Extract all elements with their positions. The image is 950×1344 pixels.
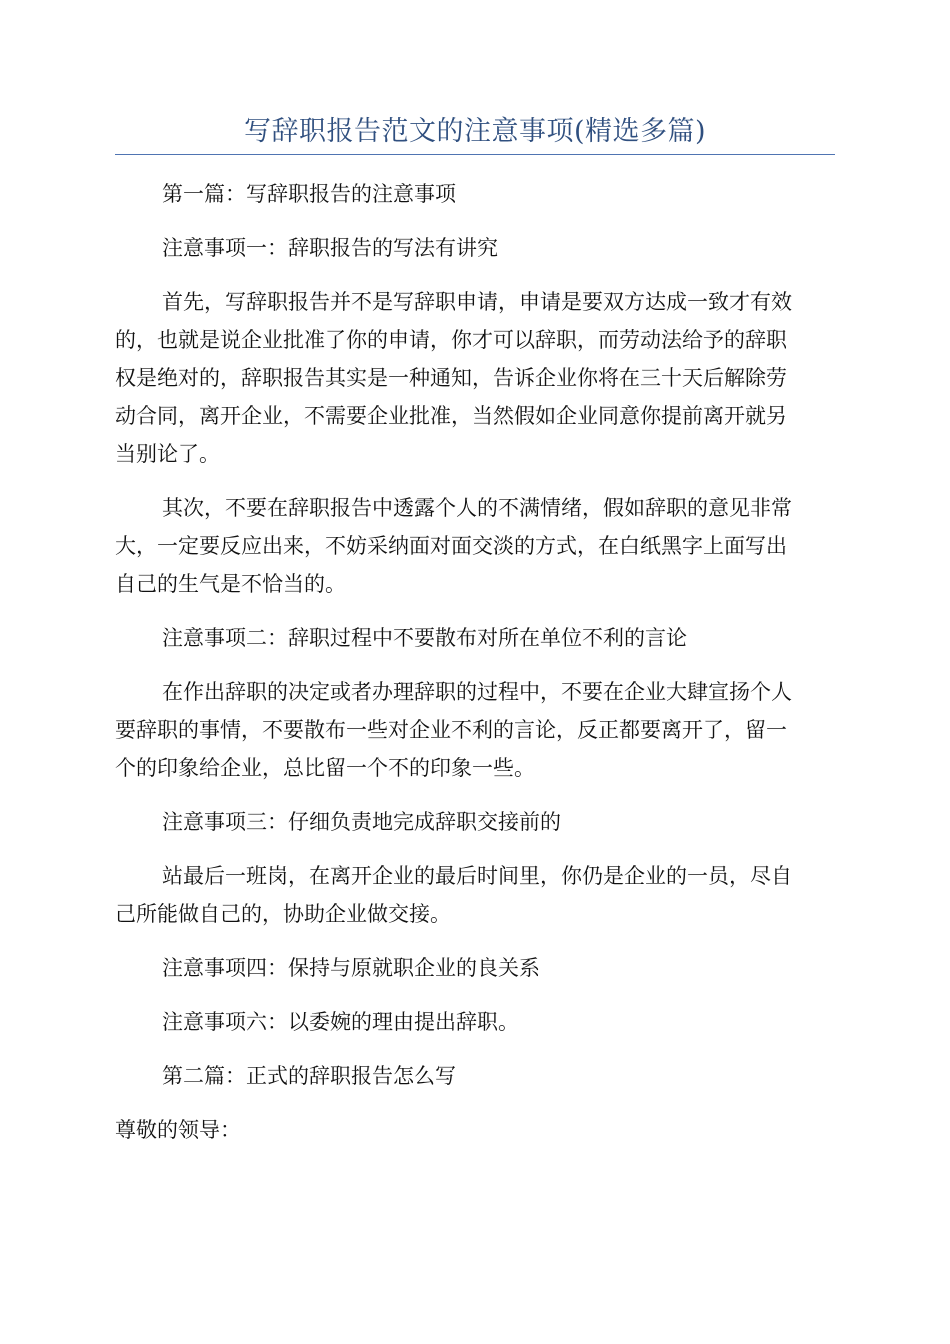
subheading-3: 注意事项三：仔细负责地完成辞职交接前的	[162, 810, 561, 834]
title-underline	[115, 154, 835, 155]
salutation: 尊敬的领导：	[115, 1118, 241, 1142]
paragraph-1-line-1: 首先，写辞职报告并不是写辞职申请，申请是要双方达成一致才有效	[162, 290, 792, 314]
paragraph-1-line-5: 当别论了。	[115, 442, 220, 466]
section-heading-2: 第二篇：正式的辞职报告怎么写	[162, 1064, 456, 1088]
subheading-2: 注意事项二：辞职过程中不要散布对所在单位不利的言论	[162, 626, 687, 650]
subheading-6: 注意事项六：以委婉的理由提出辞职。	[162, 1010, 519, 1034]
section-heading-1: 第一篇：写辞职报告的注意事项	[162, 182, 456, 206]
paragraph-4-line-1: 站最后一班岗，在离开企业的最后时间里，你仍是企业的一员，尽自	[162, 864, 792, 888]
subheading-1: 注意事项一：辞职报告的写法有讲究	[162, 236, 498, 260]
document-title: 写辞职报告范文的注意事项(精选多篇)	[243, 116, 707, 147]
subheading-4: 注意事项四：保持与原就职企业的良关系	[162, 956, 540, 980]
paragraph-2-line-1: 其次，不要在辞职报告中透露个人的不满情绪，假如辞职的意见非常	[162, 496, 792, 520]
paragraph-2-line-2: 大，一定要反应出来，不妨采纳面对面交淡的方式，在白纸黑字上面写出	[115, 534, 787, 558]
paragraph-3-line-2: 要辞职的事情，不要散布一些对企业不利的言论，反正都要离开了，留一	[115, 718, 787, 742]
paragraph-1-line-2: 的，也就是说企业批准了你的申请，你才可以辞职，而劳动法给予的辞职	[115, 328, 787, 352]
paragraph-1-line-4: 动合同，离开企业，不需要企业批准，当然假如企业同意你提前离开就另	[115, 404, 787, 428]
paragraph-3-line-3: 个的印象给企业，总比留一个不的印象一些。	[115, 756, 535, 780]
paragraph-4-line-2: 己所能做自己的，协助企业做交接。	[115, 902, 451, 926]
paragraph-1-line-3: 权是绝对的，辞职报告其实是一种通知，告诉企业你将在三十天后解除劳	[115, 366, 787, 390]
paragraph-3-line-1: 在作出辞职的决定或者办理辞职的过程中，不要在企业大肆宣扬个人	[162, 680, 792, 704]
paragraph-2-line-3: 自己的生气是不恰当的。	[115, 572, 346, 596]
